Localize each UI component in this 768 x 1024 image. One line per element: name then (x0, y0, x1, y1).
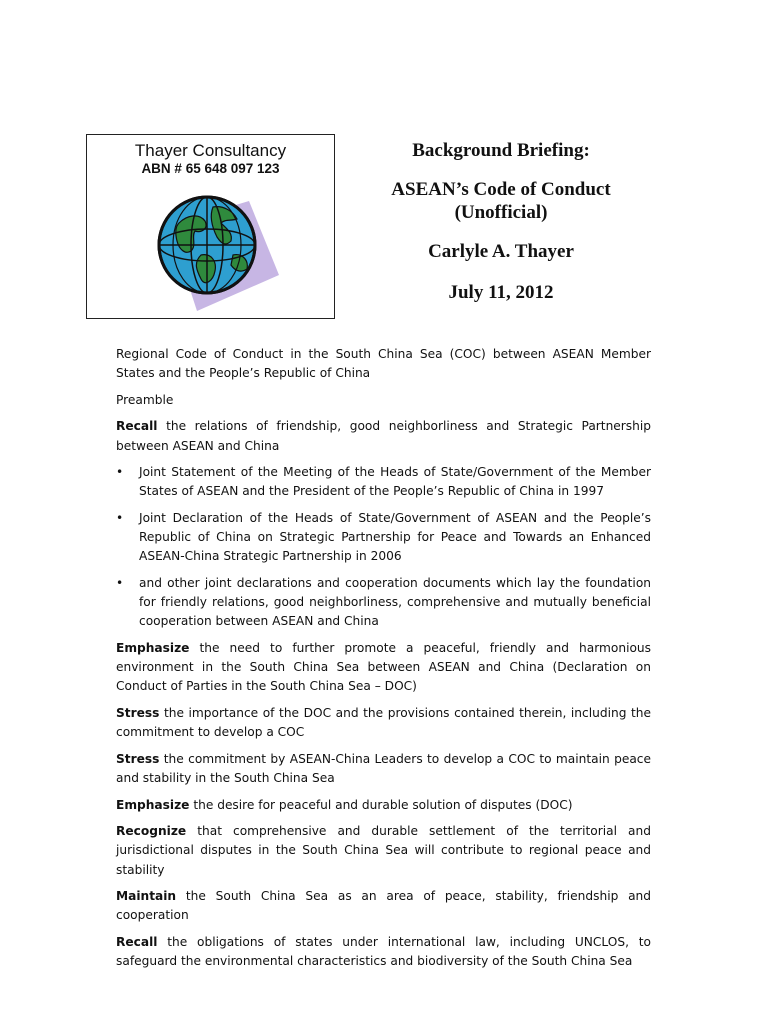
list-item-text: and other joint declarations and cooperation documents which lay the foundation for friendly relations, good neighborliness, comprehensive and mutually beneficial cooperation between ASEAN and China (139, 575, 651, 629)
keyword: Recall (116, 934, 158, 949)
keyword: Emphasize (116, 640, 190, 655)
document-body (116, 345, 651, 979)
bullet-glyph: • (116, 575, 124, 590)
keyword: Recall (116, 419, 158, 434)
document-title-line1: ASEAN’s Code of Conduct (391, 179, 611, 200)
preamble-heading: Preamble (116, 392, 174, 407)
document-date: July 11, 2012 (448, 282, 554, 303)
paragraph-text: the commitment by ASEAN-China Leaders to develop a COC to maintain peace and stability in the South China Sea (116, 751, 651, 785)
paragraph-text: that comprehensive and durable settlement of the territorial and jurisdictional disputes in the South China Sea will contribute to regional peace and stability (116, 824, 651, 877)
keyword: Maintain (116, 889, 177, 904)
paragraph-emphasize-1 (116, 639, 651, 697)
bullet-glyph: • (116, 510, 124, 525)
paragraph-text: the importance of the DOC and the provisions contained therein, including the commitment to develop a COC (116, 705, 651, 740)
list-item (116, 463, 651, 501)
company-logo-box (86, 134, 335, 319)
paragraph-text: the South China Sea as an area of peace, stability, friendship and cooperation (116, 889, 651, 923)
bullet-list (116, 463, 651, 631)
list-item-text: Joint Statement of the Meeting of the Heads of State/Government of the Member States of ASEAN and the President of the People’s Republic of China in 1997 (139, 465, 651, 499)
paragraph-recognize (116, 822, 651, 880)
bullet-glyph: • (116, 465, 124, 480)
company-abn: ABN # 65 648 097 123 (141, 161, 280, 176)
company-name: Thayer Consultancy (134, 141, 287, 160)
briefing-heading: Background Briefing: (412, 140, 590, 161)
keyword: Stress (116, 751, 160, 766)
paragraph-stress-2 (116, 750, 651, 788)
document-title-line2: (Unofficial) (454, 202, 548, 223)
paragraph-stress-1 (116, 704, 651, 742)
keyword: Emphasize (116, 797, 190, 812)
paragraph-text: the relations of friendship, good neighborliness and Strategic Partnership between ASEAN and China (116, 419, 651, 453)
document-title (370, 178, 632, 224)
list-item-text: Joint Declaration of the Heads of State/Government of ASEAN and the People’s Republic of China on Strategic Partnership for Peace and Towards an Enhanced ASEAN-China Strategic Partnership in 2006 (139, 510, 651, 564)
paragraph-text: the obligations of states under international law, including UNCLOS, to safeguard the environmental characteristics and biodiversity of the South China Sea (116, 934, 651, 969)
author-name: Carlyle A. Thayer (428, 241, 574, 262)
paragraph-text: the desire for peaceful and durable solution of disputes (DOC) (189, 797, 573, 812)
paragraph-recall-2 (116, 933, 651, 971)
list-item (116, 509, 651, 567)
paragraph-recall-1 (116, 417, 651, 455)
intro-paragraph: Regional Code of Conduct in the South China Sea (COC) between ASEAN Member States and the People’s Republic of China (116, 347, 651, 381)
keyword: Recognize (116, 824, 187, 839)
paragraph-maintain (116, 887, 651, 925)
keyword: Stress (116, 705, 160, 720)
paragraph-text: the need to further promote a peaceful, friendly and harmonious environment in the South China Sea between ASEAN and China (Declaration on Conduct of Parties in the South China Sea – DOC) (116, 640, 651, 694)
list-item (116, 574, 651, 632)
paragraph-emphasize-2 (116, 796, 651, 815)
globe-icon (157, 193, 287, 313)
